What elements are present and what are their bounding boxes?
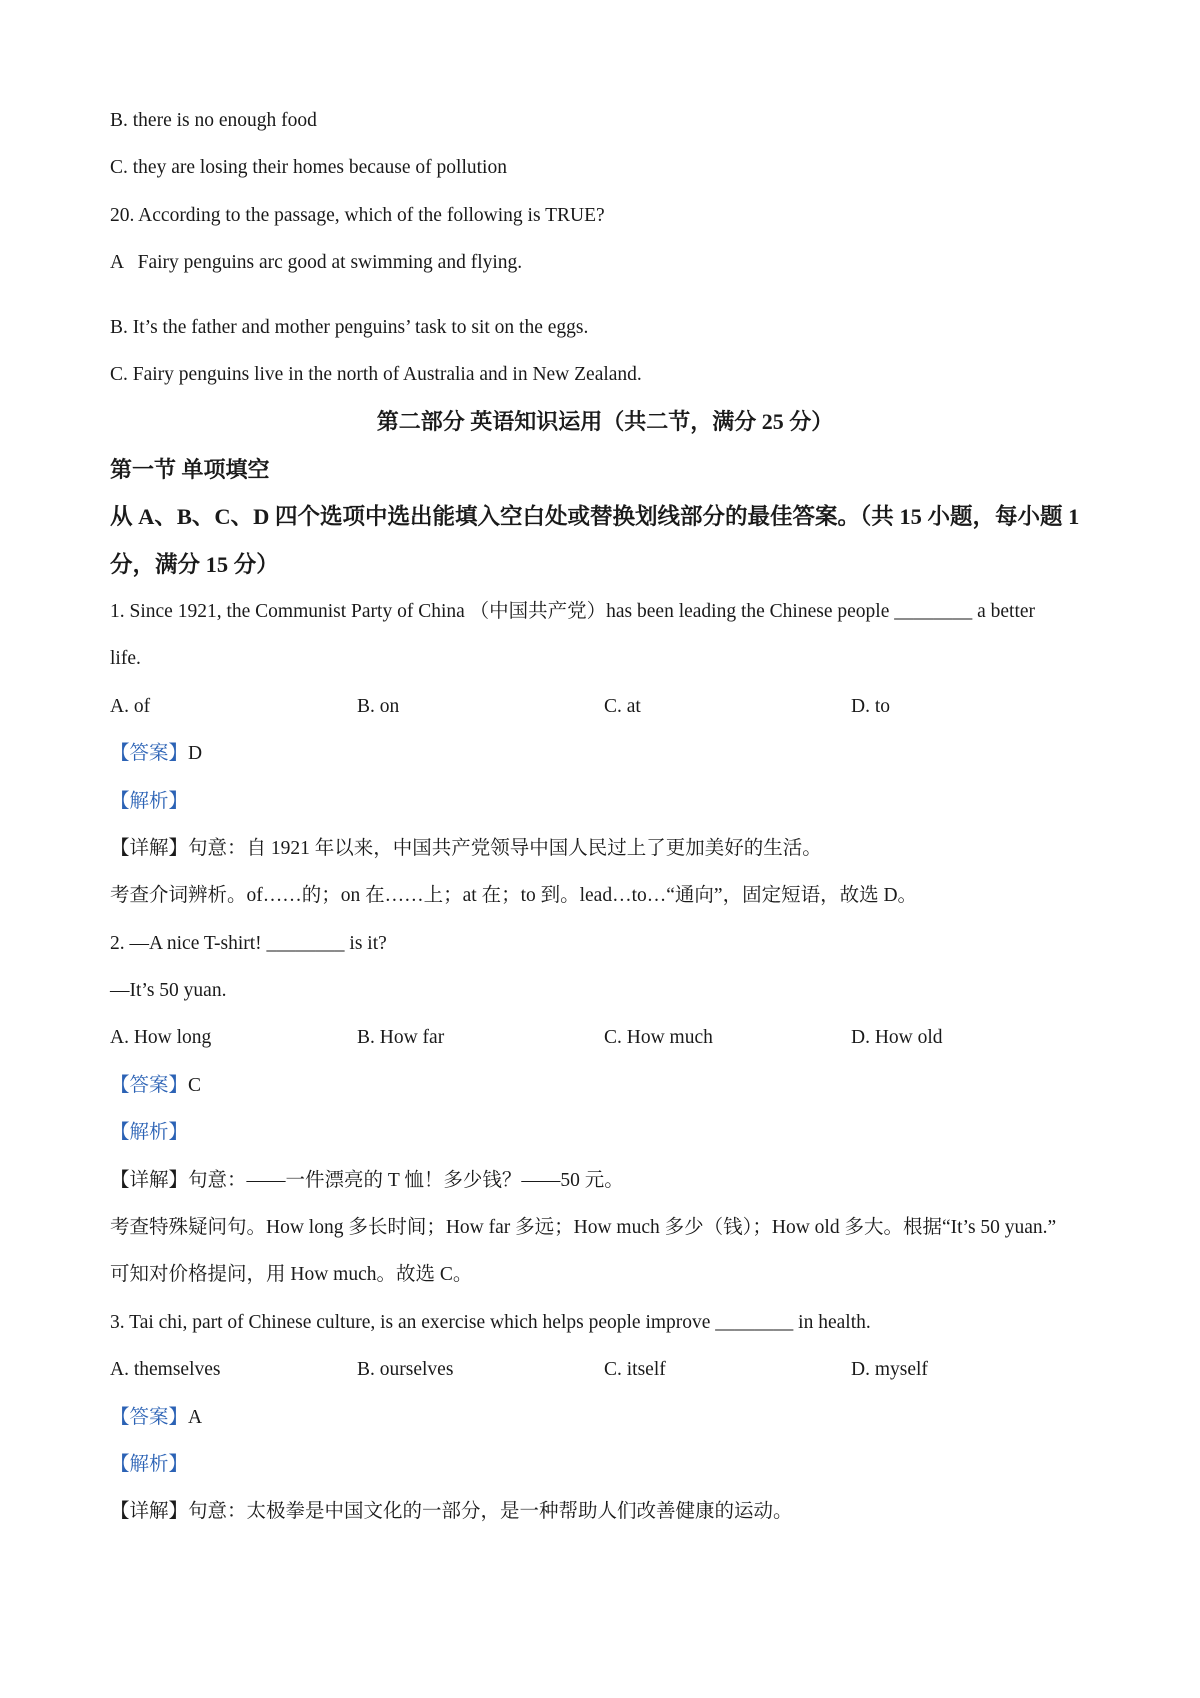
q2-option-a: A. How long bbox=[110, 1027, 212, 1049]
q3-analysis bbox=[110, 1441, 1100, 1488]
q1-detail bbox=[110, 825, 1100, 872]
q20-option-c: C. Fairy penguins live in the north of Australia and in New Zealand. bbox=[110, 363, 642, 385]
q3-answer bbox=[110, 1394, 1100, 1441]
q1-explanation: 考查介词辨析。of……的；on 在……上；at 在；to 到。lead…to…“通向”，固定短语，故选 D。 bbox=[110, 885, 918, 907]
answer-label: 【答案】 bbox=[110, 743, 189, 765]
q3-stem: 3. Tai chi, part of Chinese culture, is an exercise which helps people improve ________ in health. bbox=[110, 1311, 871, 1333]
analysis-label: 【解析】 bbox=[110, 1122, 189, 1144]
q2-options bbox=[110, 1014, 1100, 1061]
q1-answer bbox=[110, 730, 1100, 777]
q3-option-c: C. itself bbox=[604, 1359, 666, 1381]
q1-option-d: D. to bbox=[851, 695, 890, 717]
q2-answer-value: C bbox=[188, 1074, 202, 1096]
q2-analysis bbox=[110, 1109, 1100, 1156]
q2-explanation-line2: 可知对价格提问，用 How much。故选 C。 bbox=[110, 1264, 473, 1286]
q1-answer-value: D bbox=[188, 743, 203, 765]
q20-option-a: A Fairy penguins arc good at swimming and flying. bbox=[110, 252, 523, 274]
analysis-label: 【解析】 bbox=[110, 790, 189, 812]
detail-label: 【详解】 bbox=[110, 837, 189, 859]
q2-answer bbox=[110, 1062, 1100, 1109]
section-instruction: 从 A、B、C、D 四个选项中选出能填入空白处或替换划线部分的最佳答案。（共 15 小题，每小题 1 分，满分 15 分） bbox=[110, 504, 1080, 577]
q2-stem-line2: —It’s 50 yuan. bbox=[110, 980, 227, 1002]
q20-stem: 20. According to the passage, which of the following is TRUE? bbox=[110, 204, 605, 226]
q1-options bbox=[110, 683, 1100, 730]
q1-option-b: B. on bbox=[357, 695, 400, 717]
answer-label: 【答案】 bbox=[110, 1074, 189, 1096]
q20-option-b: B. It’s the father and mother penguins’ task to sit on the eggs. bbox=[110, 316, 589, 338]
answer-label: 【答案】 bbox=[110, 1406, 189, 1428]
q3-options bbox=[110, 1346, 1100, 1393]
q1-stem-line1: 1. Since 1921, the Communist Party of China （中国共产党）has been leading the Chinese people ________ a better bbox=[110, 600, 1036, 622]
q2-detail-text: 句意：——一件漂亮的 T 恤！多少钱？——50 元。 bbox=[188, 1169, 624, 1191]
q19-option-c: C. they are losing their homes because of pollution bbox=[110, 157, 507, 179]
q2-stem-line1: 2. —A nice T-shirt! ________ is it? bbox=[110, 932, 387, 954]
q3-detail-text: 句意：太极拳是中国文化的一部分，是一种帮助人们改善健康的运动。 bbox=[188, 1501, 793, 1523]
q3-detail bbox=[110, 1488, 1100, 1535]
part-two-title: 第二部分 英语知识运用（共二节，满分 25 分） bbox=[376, 409, 834, 435]
q2-detail bbox=[110, 1157, 1100, 1204]
q2-option-d: D. How old bbox=[851, 1027, 943, 1049]
document-page bbox=[110, 97, 1100, 1536]
q2-explanation-line1: 考查特殊疑问句。How long 多长时间；How far 多远；How much 多少（钱）；How old 多大。根据“It’s 50 yuan.” bbox=[110, 1217, 1057, 1239]
q1-detail-text: 句意：自 1921 年以来，中国共产党领导中国人民过上了更加美好的生活。 bbox=[188, 837, 822, 859]
q1-stem-line2: life. bbox=[110, 648, 141, 670]
detail-label: 【详解】 bbox=[110, 1501, 189, 1523]
q19-option-b: B. there is no enough food bbox=[110, 110, 317, 131]
q2-option-b: B. How far bbox=[357, 1027, 445, 1049]
q3-option-a: A. themselves bbox=[110, 1359, 221, 1381]
q3-option-d: D. myself bbox=[851, 1359, 928, 1381]
q2-option-c: C. How much bbox=[604, 1027, 713, 1049]
analysis-label: 【解析】 bbox=[110, 1453, 189, 1475]
q3-answer-value: A bbox=[188, 1406, 203, 1428]
q1-analysis bbox=[110, 778, 1100, 825]
q1-option-c: C. at bbox=[604, 695, 641, 717]
q3-option-b: B. ourselves bbox=[357, 1359, 454, 1381]
section-one-title: 第一节 单项填空 bbox=[110, 456, 270, 482]
detail-label: 【详解】 bbox=[110, 1169, 189, 1191]
q1-option-a: A. of bbox=[110, 695, 151, 717]
